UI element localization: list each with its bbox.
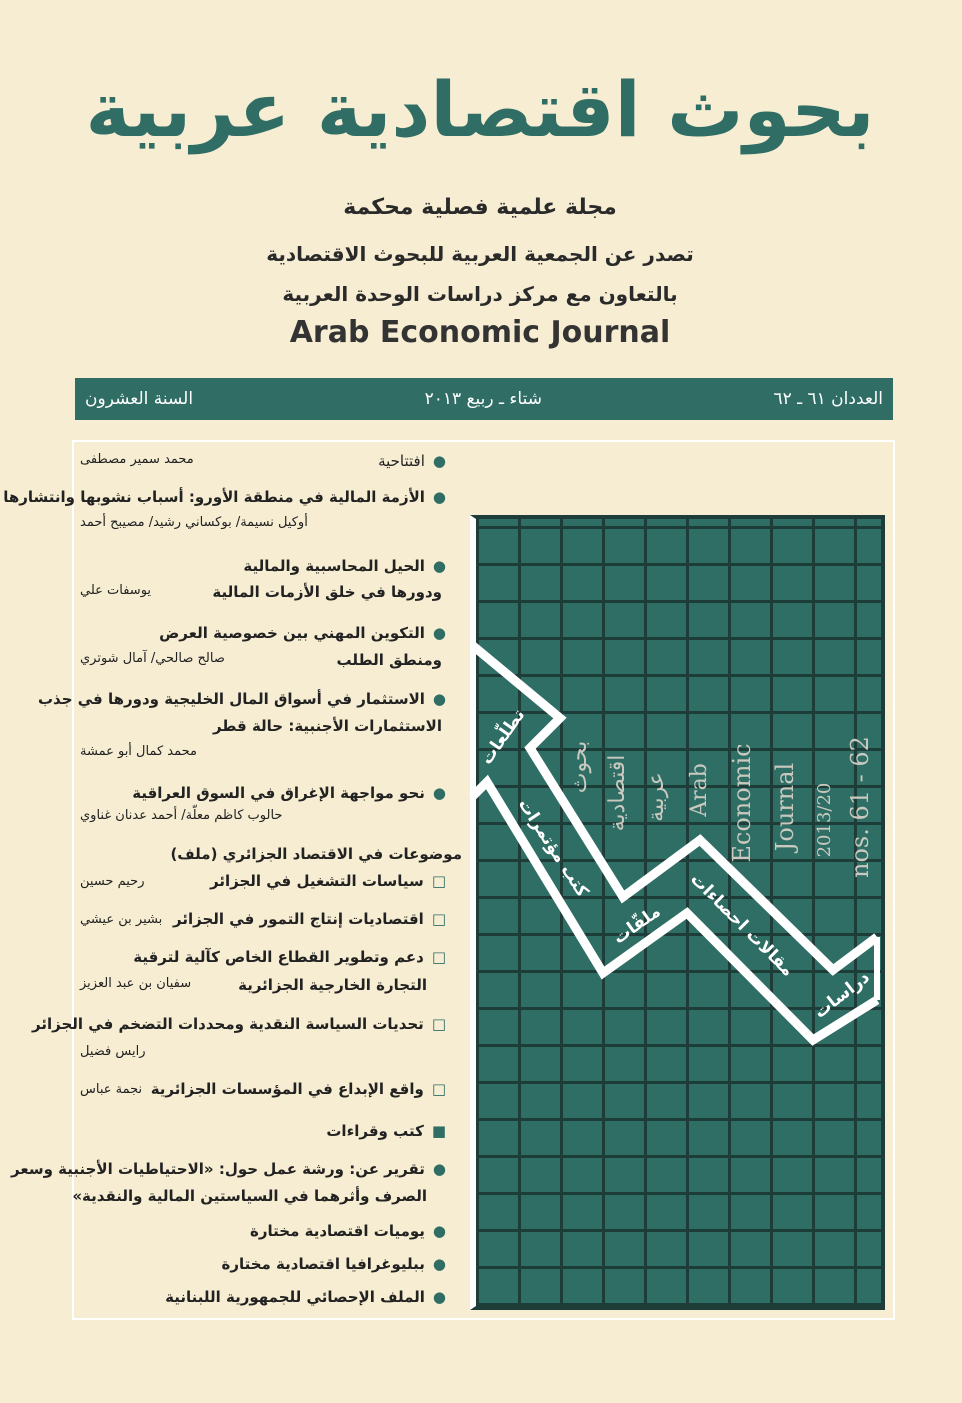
- extra-item-line2: الصرف وأثرهما في السياستين المالية والنقدية»: [72, 1187, 427, 1205]
- toc-item: ●الأزمة المالية في منطقة الأورو: أسباب نشوبها وانتشارها: [3, 488, 446, 506]
- arrow-label: كتب مؤتمرات: [513, 795, 593, 901]
- extra-item: ●الملف الإحصائي للجمهورية اللبنانية: [165, 1288, 446, 1306]
- dossier-item-line2: التجارة الخارجية الجزائرية: [238, 976, 427, 994]
- dossier-item: □اقتصاديات إنتاج التمور في الجزائر: [173, 910, 446, 928]
- toc-author: أوكيل نسيمة/ بوكساني رشيد/ مصيبح أحمد: [80, 515, 308, 530]
- spine-word: عربية: [644, 772, 669, 822]
- toc-item-line2: ومنطق الطلب: [336, 651, 442, 669]
- toc-author: محمد سمير مصطفى: [80, 452, 194, 467]
- toc-item: ●الاستثمار في أسواق المال الخليجية ودورها في جذب: [37, 690, 446, 708]
- journal-title: بحوث اقتصادية عربية: [85, 65, 875, 154]
- dossier-item: □سياسات التشغيل في الجزائر: [210, 872, 446, 890]
- dossier-author: رايس فضيل: [80, 1044, 146, 1059]
- spine-issue: nos. 61 - 62: [846, 736, 874, 878]
- toc-item: ●التكوين المهني بين خصوصية العرض: [159, 624, 446, 642]
- dossier-item: □تحديات السياسة النقدية ومحددات التضخم في الجزائر: [32, 1015, 446, 1033]
- books-section: ■كتب وقراءات: [326, 1122, 446, 1140]
- toc-item-line2: الاستثمارات الأجنبية: حالة قطر: [212, 717, 442, 735]
- toc-item-line2: ودورها في خلق الأزمات المالية: [212, 583, 442, 601]
- toc-author: صالح صالحي/ آمال شوتري: [80, 651, 225, 666]
- arrow-label: دراسات: [810, 967, 874, 1023]
- dossier-item: □واقع الإبداع في المؤسسات الجزائرية: [150, 1080, 446, 1098]
- subtitle: مجلة علمية فصلية محكمة: [343, 195, 617, 220]
- season: شتاء ـ ربيع ٢٠١٣: [424, 389, 542, 409]
- arrow-label: مقالات احصاءات: [686, 869, 798, 981]
- cooperation: بالتعاون مع مركز دراسات الوحدة العربية: [282, 282, 678, 306]
- publisher: تصدر عن الجمعية العربية للبحوث الاقتصادية: [266, 242, 694, 266]
- spine-word: Journal: [771, 762, 799, 852]
- extra-item: ●تقرير عن: ورشة عمل حول: «الاحتياطيات الأجنبية وسعر: [11, 1160, 446, 1178]
- issue-number: العددان ٦١ ـ ٦٢: [773, 389, 883, 409]
- spine-year: 2013/20: [814, 782, 835, 858]
- arrow-label: تطلّعات: [476, 705, 530, 769]
- toc-item: ●افتتاحية: [378, 452, 446, 470]
- extra-item: ●يوميات اقتصادية مختارة: [250, 1222, 446, 1240]
- toc-item: ●الحيل المحاسبية والمالية: [243, 557, 446, 575]
- dossier-author: بشير بن عيشي: [80, 912, 163, 927]
- toc-author: حالوب كاظم معلّة/ أحمد عدنان غناوي: [80, 808, 283, 823]
- spine-word: اقتصادية: [605, 754, 630, 832]
- spine-word: Economic: [728, 743, 756, 863]
- dossier-author: سفيان بن عبد العزيز: [80, 976, 192, 991]
- dossier-author: نجمة عباس: [80, 1082, 143, 1097]
- english-title: Arab Economic Journal: [289, 315, 671, 350]
- dossier-heading: موضوعات في الاقتصاد الجزائري (ملف): [170, 845, 462, 863]
- spine-word: بحوث: [567, 740, 592, 794]
- volume-year: السنة العشرون: [85, 389, 194, 409]
- arrow-label: ملفّات: [609, 901, 665, 949]
- toc-author: محمد كمال أبو عمشة: [80, 744, 197, 759]
- dossier-author: رحيم حسين: [80, 874, 145, 889]
- toc-author: يوسفات علي: [80, 583, 152, 598]
- toc-item: ●نحو مواجهة الإغراق في السوق العراقية: [132, 784, 446, 802]
- dossier-item: □دعم وتطوير القطاع الخاص كآلية لترقية: [133, 948, 446, 966]
- spine-word: Arab: [687, 763, 712, 817]
- extra-item: ●ببليوغرافيا اقتصادية مختارة: [221, 1255, 446, 1273]
